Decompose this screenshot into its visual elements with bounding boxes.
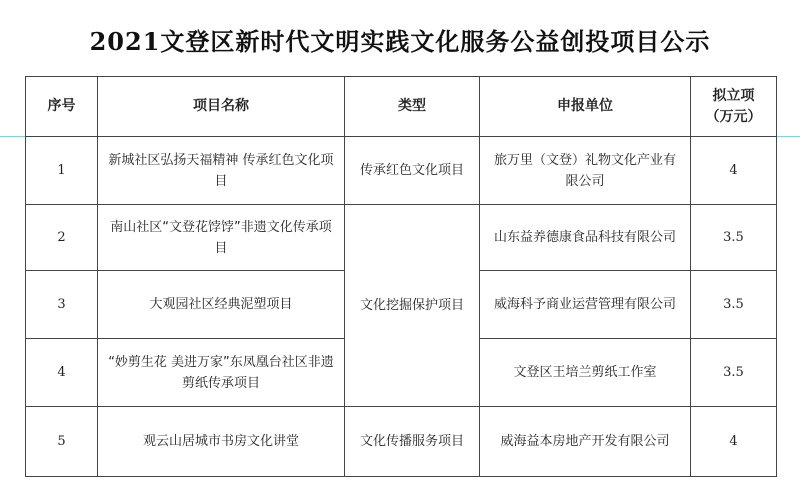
row-amount: 3.5 (691, 205, 777, 271)
header-type: 类型 (345, 77, 480, 137)
table-header-row (26, 77, 777, 137)
row-type: 传承红色文化项目 (345, 137, 480, 205)
row-project-name: “妙剪生花 美进万家”东凤凰台社区非遗剪纸传承项目 (98, 339, 345, 407)
row-seq: 1 (26, 137, 98, 205)
row-seq: 4 (26, 339, 98, 407)
header-seq: 序号 (26, 77, 98, 137)
row-organization: 威海科予商业运营管理有限公司 (480, 271, 691, 339)
row-type: 文化传播服务项目 (345, 407, 480, 477)
header-name: 项目名称 (98, 77, 345, 137)
row-seq: 3 (26, 271, 98, 339)
row-project-name: 新城社区弘扬天福精神 传承红色文化项目 (98, 137, 345, 205)
table-row (26, 407, 777, 477)
header-amount: 拟立项（万元） (691, 77, 777, 137)
table-row (26, 137, 777, 205)
row-amount: 3.5 (691, 271, 777, 339)
row-organization: 旅万里（文登）礼物文化产业有限公司 (480, 137, 691, 205)
row-amount: 4 (691, 137, 777, 205)
row-organization: 文登区王培兰剪纸工作室 (480, 339, 691, 407)
row-type: 文化挖掘保护项目 (345, 205, 480, 407)
page-title: 2021文登区新时代文明实践文化服务公益创投项目公示 (89, 27, 711, 56)
project-table (25, 76, 777, 477)
row-project-name: 大观园社区经典泥塑项目 (98, 271, 345, 339)
row-seq: 5 (26, 407, 98, 477)
row-amount: 3.5 (691, 339, 777, 407)
row-amount: 4 (691, 407, 777, 477)
header-org: 申报单位 (480, 77, 691, 137)
row-project-name: 观云山居城市书房文化讲堂 (98, 407, 345, 477)
row-organization: 威海益本房地产开发有限公司 (480, 407, 691, 477)
row-seq: 2 (26, 205, 98, 271)
table-row (26, 205, 777, 271)
row-organization: 山东益养德康食品科技有限公司 (480, 205, 691, 271)
row-project-name: 南山社区“文登花饽饽”非遗文化传承项目 (98, 205, 345, 271)
